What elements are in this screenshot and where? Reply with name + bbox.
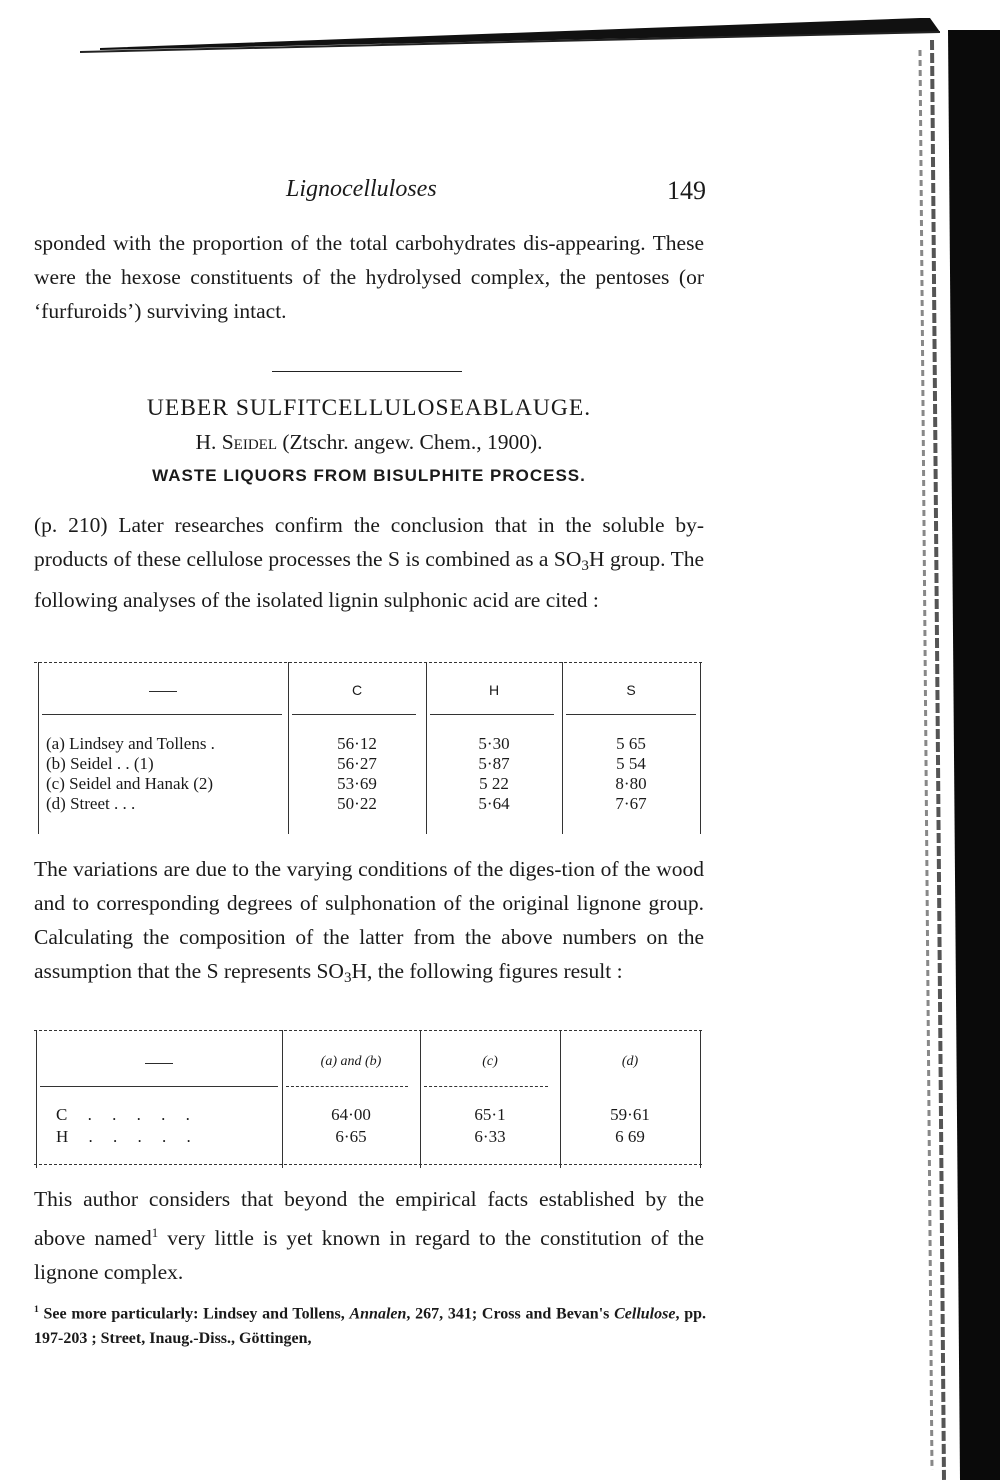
- column-header: (c): [482, 1054, 498, 1069]
- column-header: (d): [621, 1054, 639, 1069]
- column-d: [560, 1104, 700, 1148]
- book-title: Cellulose: [614, 1305, 676, 1323]
- paragraph-intro: sponded with the proportion of the total carbohydrates dis-appearing. These were the hexose constituents of the hydrolysed complex, the pentoses (or ‘furfuroids’) surviving intact.: [34, 231, 704, 323]
- citation-text: (Ztschr. angew. Chem., 1900).: [282, 430, 543, 454]
- header-rule: [40, 1086, 278, 1087]
- paragraph-analyses-text-a: (p. 210) Later researches confirm the conclusion that in the soluble by-products of these cellulose processes the S is combined as a SO: [34, 513, 704, 571]
- table-cell: 6·33: [474, 1127, 506, 1146]
- footnote-text: See more particularly: Lindsey and Tollens,: [38, 1305, 350, 1323]
- table-cell: 5 65: [616, 734, 646, 753]
- table-cell: 5 54: [616, 754, 646, 773]
- table-cell: 59·61: [610, 1105, 650, 1124]
- table-row-label: C . . . . .: [56, 1105, 198, 1124]
- footnote: [34, 1297, 706, 1351]
- column-ab: [282, 1104, 420, 1148]
- table-row-label: (c) Seidel and Hanak (2): [46, 774, 214, 793]
- footnote-reference[interactable]: 1: [151, 1226, 159, 1240]
- journal-title: Annalen: [349, 1305, 407, 1323]
- section-citation: [34, 430, 704, 455]
- table-cell: 7·67: [615, 794, 647, 813]
- column-s: [562, 734, 700, 814]
- scan-right-edge: [918, 30, 1000, 1480]
- column-c: [420, 1104, 560, 1148]
- table-cell: 5·64: [478, 794, 510, 813]
- header-rule: [566, 714, 696, 715]
- page-header: [34, 172, 706, 212]
- paragraph-variations-text-a: The variations are due to the varying conditions of the diges-tion of the wood and to corresponding degrees of sulphonation of the original lignone group. Calculating the composition of the latter from the above numbers on the assumption that the S represents SO: [34, 857, 704, 983]
- table-cell: 8·80: [615, 774, 647, 793]
- table-row-label: (a) Lindsey and Tollens .: [46, 734, 215, 753]
- column-c: [288, 734, 426, 814]
- footnote-text: , pp. 197-203 ; Street, Inaug.-Diss., Göttingen,: [34, 1305, 706, 1348]
- table-row-label: (b) Seidel . . (1): [46, 754, 154, 773]
- table-cell: 50·22: [337, 794, 377, 813]
- column-h: [426, 734, 562, 814]
- header-rule: [424, 1086, 548, 1087]
- paragraph-variations-text-b: H, the following figures result :: [351, 959, 623, 983]
- scan-top-edge: [80, 18, 960, 58]
- paragraph-analyses-text-b: H group. The following analyses of the isolated lignin sulphonic acid are cited :: [34, 547, 704, 612]
- analysis-table: [34, 662, 702, 834]
- column-header: H: [488, 682, 500, 698]
- table-border: [36, 1030, 37, 1168]
- paragraph-analyses: [34, 508, 704, 617]
- header-rule: [286, 1086, 408, 1087]
- paragraph-variations: [34, 852, 704, 995]
- table-top-rule: [34, 662, 702, 663]
- section-title-german: UEBER SULFITCELLULOSEABLAUGE.: [146, 395, 592, 421]
- footnote-text: , 267, 341; Cross and Bevan's: [406, 1305, 615, 1323]
- table-cell: 56·12: [337, 734, 377, 753]
- table-cell: 5·30: [478, 734, 510, 753]
- column-header: ——: [149, 682, 177, 698]
- table-cell: 53·69: [337, 774, 377, 793]
- subscript: 3: [581, 557, 589, 574]
- column-header: S: [626, 682, 636, 698]
- table-bottom-rule: [34, 1164, 702, 1165]
- running-title: Lignocelluloses: [286, 176, 437, 202]
- column-header: ——: [145, 1054, 173, 1070]
- table-border: [700, 662, 701, 834]
- row-labels: [56, 1104, 276, 1148]
- paragraph-conclusion-text-b: very little is yet known in regard to the constitution of the lignone complex.: [34, 1226, 704, 1285]
- header-rule: [42, 714, 282, 715]
- table-cell: 5·87: [478, 754, 510, 773]
- paragraph-conclusion: [34, 1182, 704, 1289]
- table-top-rule: [34, 1030, 702, 1031]
- column-header: (a) and (b): [320, 1054, 382, 1069]
- table-cell: 5 22: [479, 774, 509, 793]
- table-cell: 64·00: [331, 1105, 371, 1124]
- table-row-label: (d) Street . . .: [46, 794, 136, 813]
- table-cell: 56·27: [337, 754, 377, 773]
- page-number: 149: [667, 176, 706, 205]
- header-rule: [292, 714, 416, 715]
- section-title-english: WASTE LIQUORS FROM BISULPHITE PROCESS.: [152, 466, 586, 485]
- paragraph-conclusion-text-a: This author considers that beyond the empirical facts established by the above named: [34, 1187, 704, 1251]
- column-header: C: [351, 682, 363, 698]
- table-cell: 65·1: [474, 1105, 506, 1124]
- footnote-marker: 1: [34, 1304, 39, 1315]
- table-row-label: H . . . . .: [56, 1127, 199, 1146]
- section-divider: [272, 371, 462, 372]
- header-rule: [430, 714, 554, 715]
- subscript: 3: [343, 969, 352, 986]
- table-cell: 6·65: [335, 1127, 367, 1146]
- row-labels: [46, 734, 286, 814]
- table-border: [700, 1030, 701, 1168]
- author-name: H. Seidel: [195, 430, 278, 454]
- composition-table: [34, 1030, 702, 1168]
- table-cell: 6 69: [615, 1127, 645, 1146]
